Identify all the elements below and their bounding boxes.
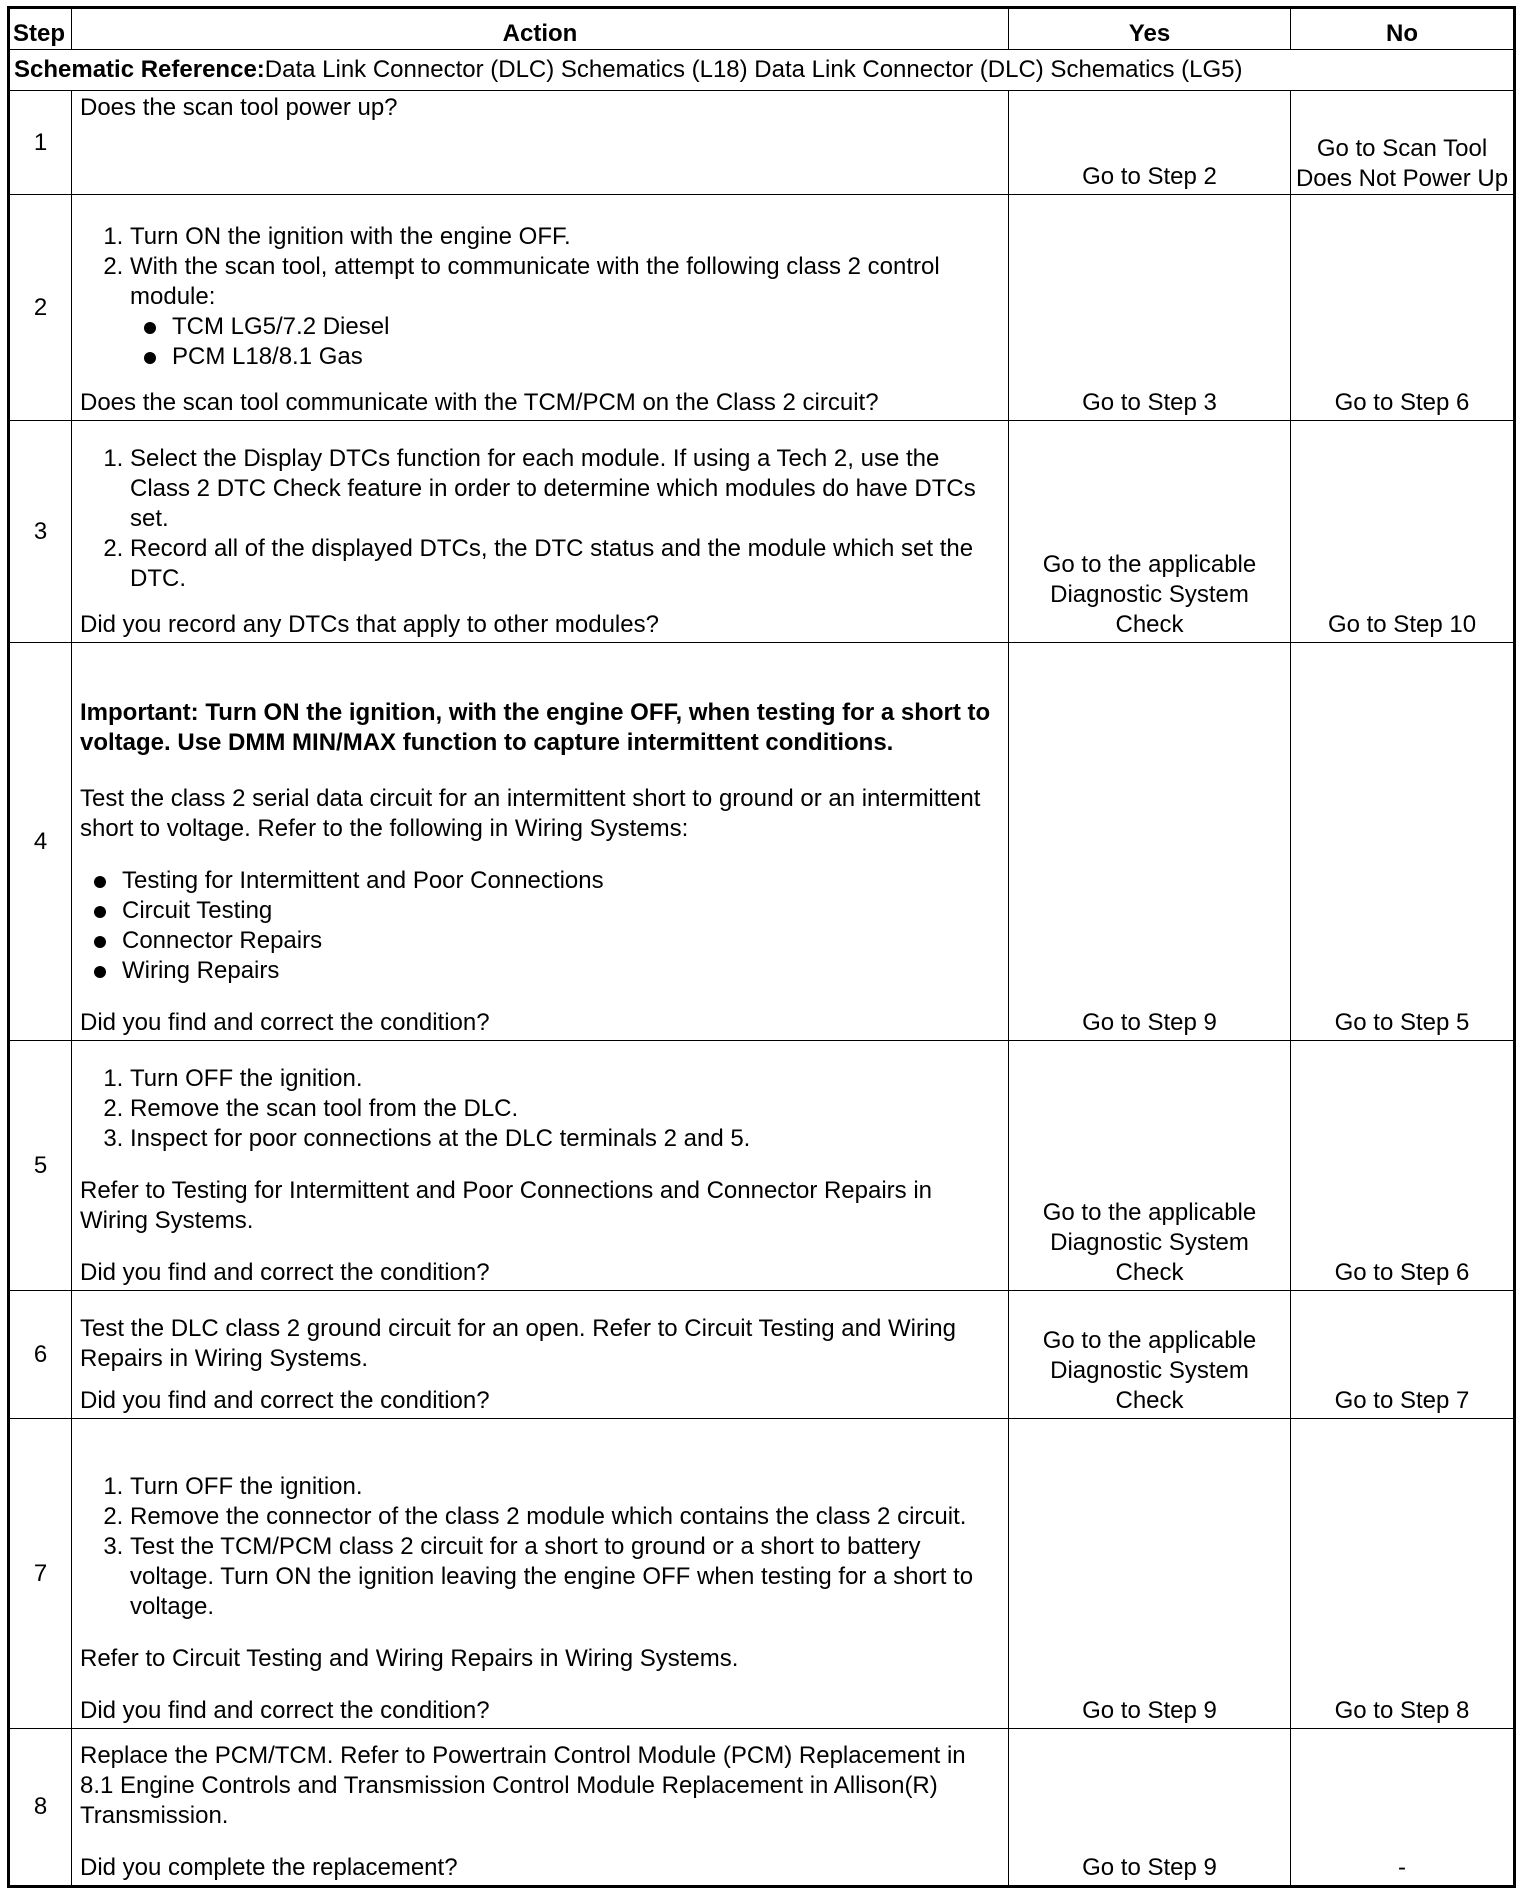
important-note: Important: Turn ON the ignition, with the engine OFF, when testing for a short to voltage. Use DMM MIN/MAX function to capture intermittent conditions. [80, 699, 991, 756]
bullet-item: Connector Repairs [80, 926, 1002, 956]
action-step: 2. Record all of the displayed DTCs, the DTC status and the module which set the DTC. [130, 534, 1002, 594]
action-question: Does the scan tool power up? [80, 94, 398, 121]
action-paragraph: Test the class 2 serial data circuit for an intermittent short to ground or an intermittent short to voltage. Refer to the following in Wiring Systems: [80, 785, 981, 842]
action-question: Did you find and correct the condition? [80, 1259, 490, 1286]
header-action: Action [72, 8, 1009, 50]
step-number: 7 [9, 1419, 72, 1729]
action-question: Did you find and correct the condition? [80, 1697, 490, 1724]
step-row-1 [9, 91, 1515, 195]
action-steps-list [80, 1064, 1002, 1154]
step-row-2 [9, 195, 1515, 421]
action-step: 2. Remove the connector of the class 2 module which contains the class 2 circuit. [130, 1502, 1002, 1532]
yes-cell: Go to the applicable Diagnostic System Check [1009, 1041, 1291, 1291]
schematic-row [9, 50, 1515, 91]
header-step: Step [9, 8, 72, 50]
no-cell: Go to Scan Tool Does Not Power Up [1291, 91, 1515, 195]
yes-cell: Go to the applicable Diagnostic System Check [1009, 421, 1291, 643]
action-cell [72, 91, 1009, 195]
action-question: Does the scan tool communicate with the TCM/PCM on the Class 2 circuit? [80, 389, 879, 416]
step-number: 1 [9, 91, 72, 195]
action-question: Did you find and correct the condition? [80, 1009, 490, 1036]
yes-cell: Go to Step 9 [1009, 1729, 1291, 1887]
header-row [9, 8, 1515, 50]
header-yes: Yes [1009, 8, 1291, 50]
no-cell: Go to Step 6 [1291, 195, 1515, 421]
action-step: 2. Remove the scan tool from the DLC. [130, 1094, 1002, 1124]
no-cell: Go to Step 5 [1291, 643, 1515, 1041]
action-question: Did you find and correct the condition? [80, 1387, 490, 1414]
yes-cell: Go to the applicable Diagnostic System Check [1009, 1291, 1291, 1419]
no-cell: Go to Step 8 [1291, 1419, 1515, 1729]
no-cell: - [1291, 1729, 1515, 1887]
no-cell: Go to Step 6 [1291, 1041, 1515, 1291]
step-number: 2 [9, 195, 72, 421]
diagnostic-table-container [7, 6, 1513, 1888]
action-cell [72, 1291, 1009, 1419]
schematic-label: Schematic Reference: [14, 56, 265, 83]
action-paragraph: Refer to Testing for Intermittent and Poor Connections and Connector Repairs in Wiring Systems. [80, 1177, 933, 1234]
action-question: Did you record any DTCs that apply to other modules? [80, 611, 659, 638]
action-cell [72, 421, 1009, 643]
step-number: 6 [9, 1291, 72, 1419]
no-cell: Go to Step 7 [1291, 1291, 1515, 1419]
step-number: 5 [9, 1041, 72, 1291]
action-step: 1. Turn ON the ignition with the engine OFF. [130, 222, 1002, 252]
step-number: 8 [9, 1729, 72, 1887]
action-step: 1. Turn OFF the ignition. [130, 1472, 1002, 1502]
action-step: 1. Turn OFF the ignition. [130, 1064, 1002, 1094]
action-steps-list [80, 444, 1002, 594]
step-number: 3 [9, 421, 72, 643]
step-row-4 [9, 643, 1515, 1041]
step-row-6 [9, 1291, 1515, 1419]
action-paragraph: Test the DLC class 2 ground circuit for an open. Refer to Circuit Testing and Wiring Repairs in Wiring Systems. [80, 1315, 956, 1372]
schematic-reference [9, 50, 1515, 91]
bullet-item: Circuit Testing [80, 896, 1002, 926]
action-cell [72, 643, 1009, 1041]
action-cell [72, 1419, 1009, 1729]
step-row-8 [9, 1729, 1515, 1887]
bullet-item: Testing for Intermittent and Poor Connections [80, 866, 1002, 896]
step-number: 4 [9, 643, 72, 1041]
bullet-item: TCM LG5/7.2 Diesel [130, 312, 1002, 342]
no-cell: Go to Step 10 [1291, 421, 1515, 643]
diagnostic-table [7, 6, 1516, 1888]
yes-cell: Go to Step 2 [1009, 91, 1291, 195]
action-cell [72, 1729, 1009, 1887]
module-bullet-list [130, 312, 1002, 372]
schematic-text: Data Link Connector (DLC) Schematics (L18) Data Link Connector (DLC) Schematics (LG5) [264, 56, 1243, 83]
yes-cell: Go to Step 3 [1009, 195, 1291, 421]
action-cell [72, 195, 1009, 421]
action-paragraph: Replace the PCM/TCM. Refer to Powertrain Control Module (PCM) Replacement in 8.1 Engine Controls and Transmission Control Module Replacement in Allison(R) Transmission. [80, 1742, 966, 1829]
step-row-7 [9, 1419, 1515, 1729]
action-step: 1. Select the Display DTCs function for each module. If using a Tech 2, use the Class 2 DTC Check feature in order to determine which modules do have DTCs set. [130, 444, 1002, 534]
header-no: No [1291, 8, 1515, 50]
bullet-item: Wiring Repairs [80, 956, 1002, 986]
action-step-text: With the scan tool, attempt to communicate with the following class 2 control module: [130, 253, 940, 310]
bullet-item: PCM L18/8.1 Gas [130, 342, 1002, 372]
action-step: 3. Test the TCM/PCM class 2 circuit for a short to ground or a short to battery voltage. Turn ON the ignition leaving the engine OFF when testing for a short to voltage. [130, 1532, 1002, 1622]
action-steps-list [80, 222, 1002, 372]
action-step: 3. Inspect for poor connections at the DLC terminals 2 and 5. [130, 1124, 1002, 1154]
yes-cell: Go to Step 9 [1009, 1419, 1291, 1729]
action-paragraph: Refer to Circuit Testing and Wiring Repairs in Wiring Systems. [80, 1645, 739, 1672]
action-question: Did you complete the replacement? [80, 1854, 458, 1881]
yes-cell: Go to Step 9 [1009, 643, 1291, 1041]
action-step [130, 252, 1002, 372]
reference-bullet-list [80, 866, 1002, 986]
step-row-3 [9, 421, 1515, 643]
action-steps-list [80, 1472, 1002, 1622]
step-row-5 [9, 1041, 1515, 1291]
action-cell [72, 1041, 1009, 1291]
